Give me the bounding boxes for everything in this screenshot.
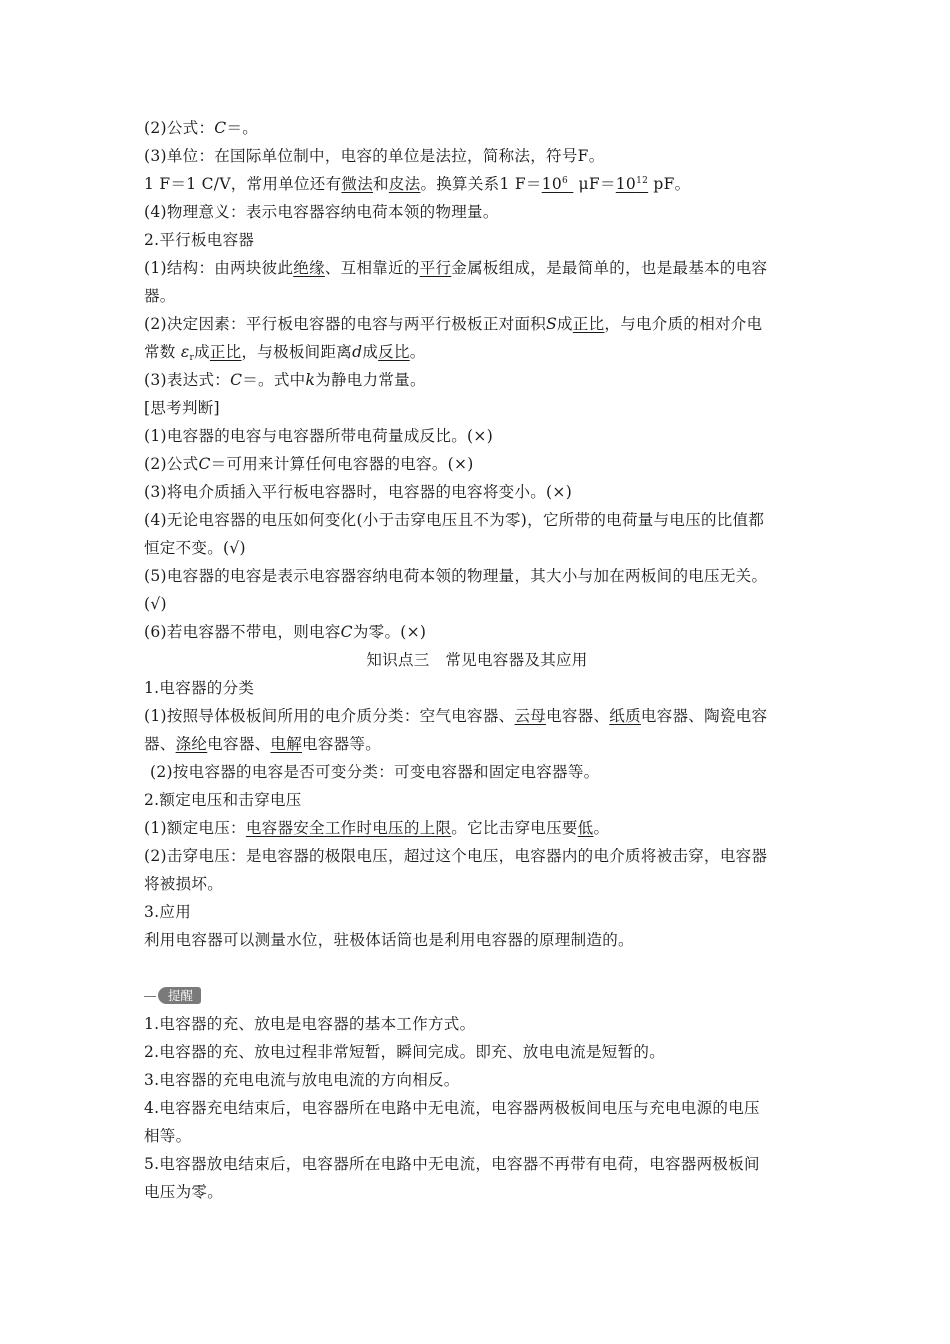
text-line: (2)决定因素：平行板电容器的电容与两平行极板正对面积S成正比，与电介质的相对介电 xyxy=(144,315,763,333)
text-line: (3)将电介质插入平行板电容器时，电容器的电容将变小。(×) xyxy=(144,483,573,501)
text-line: (1)结构：由两块彼此绝缘、互相靠近的平行金属板组成，是最简单的，也是最基本的电容 xyxy=(144,259,768,277)
tip-item: 2.电容器的充、放电过程非常短暂，瞬间完成。即充、放电电流是短暂的。 xyxy=(144,1043,665,1061)
text-line: 器。 xyxy=(144,287,176,305)
spacer xyxy=(144,954,810,982)
section-heading: 2.额定电压和击穿电压 xyxy=(144,791,302,809)
text-line: (3)单位：在国际单位制中，电容的单位是法拉，简称法，符号F。 xyxy=(144,147,605,165)
text-line: 常数 $\varepsilon_r$成正比，与极板间距离d成反比。 xyxy=(144,343,426,363)
text-line: (2)击穿电压：是电容器的极限电压，超过这个电压，电容器内的电介质将被击穿，电容器 xyxy=(144,847,768,865)
text-line: (2)按电容器的电容是否可变分类：可变电容器和固定电容器等。 xyxy=(150,763,600,781)
tip-item: 1.电容器的充、放电是电容器的基本工作方式。 xyxy=(144,1015,476,1033)
text-line: (2)公式：C＝。 xyxy=(144,119,259,137)
tip-item: 3.电容器的充电电流与放电电流的方向相反。 xyxy=(144,1071,460,1089)
text-line: 将被损坏。 xyxy=(144,875,224,893)
tip-header xyxy=(144,982,810,1010)
text-line: (√) xyxy=(144,595,167,613)
tip-badge: 提醒 xyxy=(158,987,201,1004)
document-body xyxy=(144,114,810,1206)
text-line: (4)无论电容器的电压如何变化(小于击穿电压且不为零)，它所带的电荷量与电压的比值都 xyxy=(144,511,765,529)
section-heading: 1.电容器的分类 xyxy=(144,679,255,697)
text-line: (4)物理意义：表示电容器容纳电荷本领的物理量。 xyxy=(144,203,499,221)
text-line: (6)若电容器不带电，则电容C为零。(×) xyxy=(144,623,427,641)
section-title: 知识点三 常见电容器及其应用 xyxy=(366,651,588,669)
text-line: 器、涤纶电容器、电解电容器等。 xyxy=(144,735,382,753)
text-line: 1 F＝1 C/V，常用单位还有微法和皮法。换算关系1 $F=10^6$ $\mu F=10^{12}$ pF。 xyxy=(144,175,691,193)
section-heading: 3.应用 xyxy=(144,903,191,921)
section-heading: 2.平行板电容器 xyxy=(144,231,255,249)
text-line: 恒定不变。(√) xyxy=(144,539,246,557)
section-heading: [思考判断] xyxy=(144,399,220,417)
tip-item: 4.电容器充电结束后，电容器所在电路中无电流，电容器两极板间电压与充电电源的电压 xyxy=(144,1099,760,1117)
text-line: (1)额定电压：电容器安全工作时电压的上限。它比击穿电压要低。 xyxy=(144,819,610,837)
text-line: (1)电容器的电容与电容器所带电荷量成反比。(×) xyxy=(144,427,494,445)
text-line: 利用电容器可以测量水位，驻极体话筒也是利用电容器的原理制造的。 xyxy=(144,931,634,949)
tip-rule xyxy=(144,996,156,997)
tip-item: 相等。 xyxy=(144,1127,192,1145)
text-line: (5)电容器的电容是表示电容器容纳电荷本领的物理量，其大小与加在两板间的电压无关。 xyxy=(144,567,768,585)
text-line: (2)公式C＝可用来计算任何电容器的电容。(×) xyxy=(144,455,474,473)
tip-item: 5.电容器放电结束后，电容器所在电路中无电流，电容器不再带有电荷，电容器两极板间 xyxy=(144,1155,760,1173)
text-line: (3)表达式：C＝。式中k为静电力常量。 xyxy=(144,371,426,389)
tip-item: 电压为零。 xyxy=(144,1183,224,1201)
text-line: (1)按照导体极板间所用的电介质分类：空气电容器、云母电容器、纸质电容器、陶瓷电容 xyxy=(144,707,768,725)
